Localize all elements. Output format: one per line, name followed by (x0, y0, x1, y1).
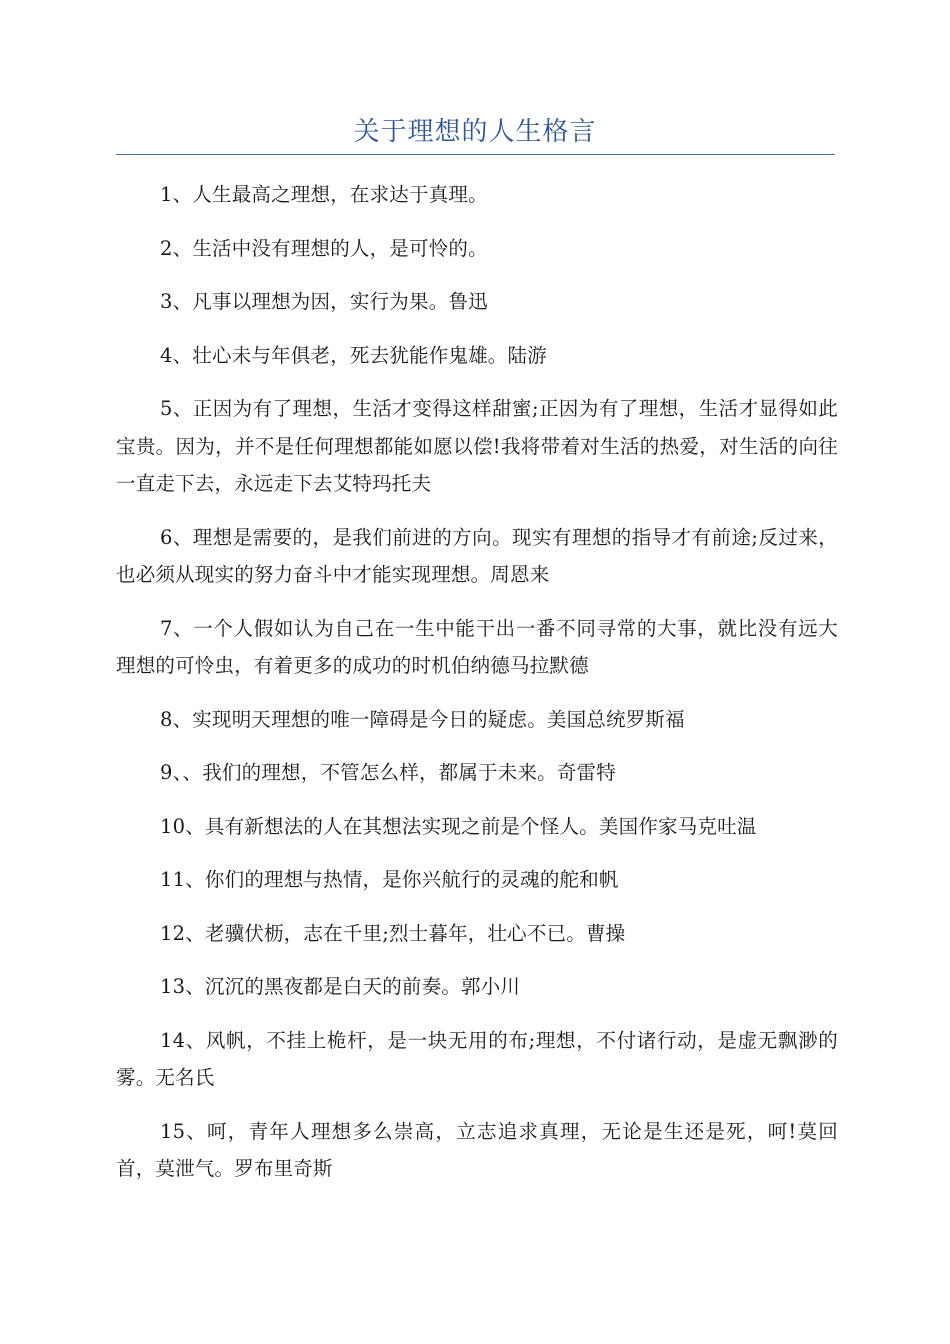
quote-item-4: 4、壮心未与年俱老，死去犹能作鬼雄。陆游 (160, 343, 547, 367)
quote-item-9: 9、、我们的理想，不管怎么样，都属于未来。奇雷特 (160, 761, 616, 784)
quote-item-15: 15、呵，青年人理想多么崇高，立志追求真理，无论是生还是死，呵!莫回首，莫泄气。罗布里奇斯 (116, 1119, 838, 1180)
quote-item-14: 14、风帆，不挂上桅杆，是一块无用的布;理想，不付诸行动，是虚无飘渺的雾。无名氏 (116, 1028, 838, 1089)
quote-item-8: 8、实现明天理想的唯一障碍是今日的疑虑。美国总统罗斯福 (160, 707, 685, 731)
quote-item-1: 1、人生最高之理想，在求达于真理。 (160, 183, 488, 206)
quote-item-5: 5、正因为有了理想，生活才变得这样甜蜜;正因为有了理想，生活才显得如此宝贵。因为，并不是任何理想都能如愿以偿!我将带着对生活的热爱，对生活的向往一直走下去，永远走下去艾特玛托夫 (116, 397, 838, 495)
quote-item-12: 12、老骥伏枥，志在千里;烈士暮年，壮心不已。曹操 (160, 921, 626, 945)
quote-item-3: 3、凡事以理想为因，实行为果。鲁迅 (160, 290, 488, 313)
page-title: 关于理想的人生格言 (353, 117, 597, 147)
quote-item-6: 6、理想是需要的，是我们前进的方向。现实有理想的指导才有前途;反过来，也必须从现实的努力奋斗中才能实现理想。周恩来 (116, 525, 838, 586)
quote-item-13: 13、沉沉的黑夜都是白天的前奏。郭小川 (160, 975, 521, 998)
quote-item-10: 10、具有新想法的人在其想法实现之前是个怪人。美国作家马克吐温 (160, 814, 757, 838)
quote-item-7: 7、一个人假如认为自己在一生中能干出一番不同寻常的大事，就比没有远大理想的可怜虫，有着更多的成功的时机伯纳德马拉默德 (116, 616, 838, 677)
title-divider (116, 154, 835, 155)
quote-item-2: 2、生活中没有理想的人，是可怜的。 (160, 236, 488, 260)
quote-item-11: 11、你们的理想与热情，是你兴航行的灵魂的舵和帆 (160, 868, 619, 891)
quote-list (116, 176, 838, 1204)
